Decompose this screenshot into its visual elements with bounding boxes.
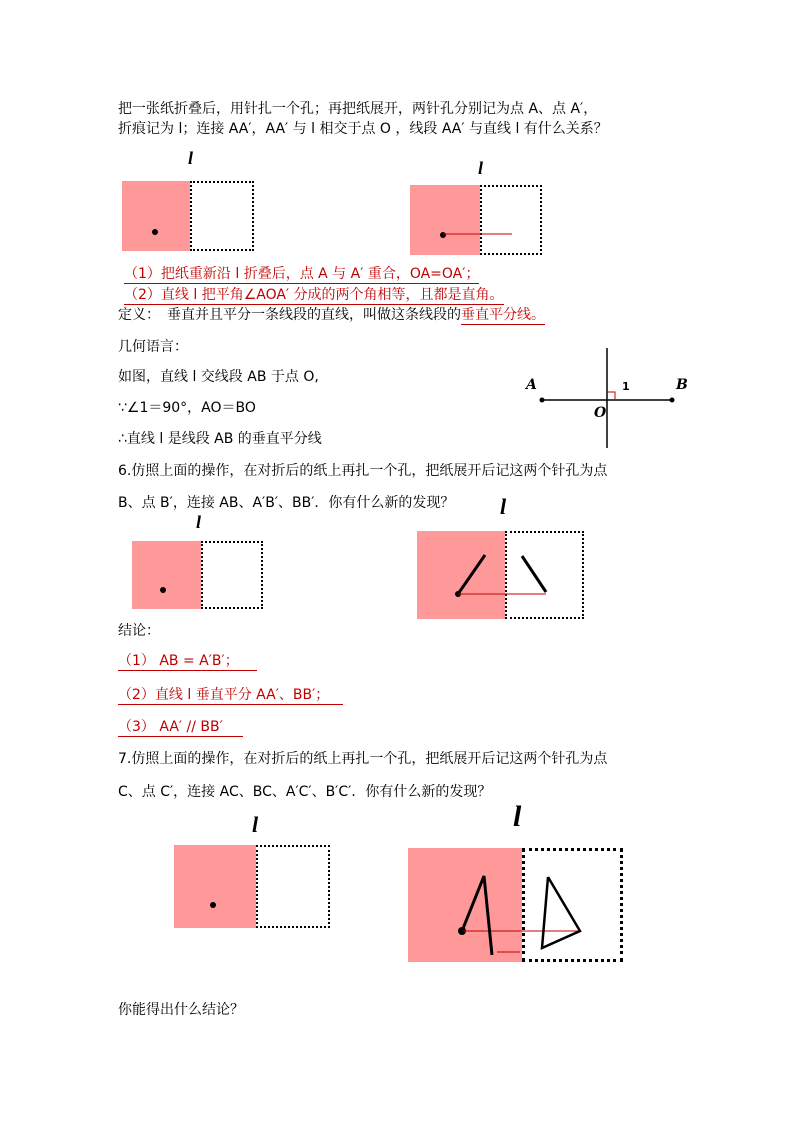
fold-line-label: l [478, 158, 484, 178]
geometry-line-3: ∴直线 l 是线段 AB 的垂直平分线 [118, 431, 322, 447]
fold-line-label: l [500, 494, 507, 519]
geometry-line-2: ∵∠1＝90°，AO＝BO [118, 400, 256, 416]
label-B: B [676, 377, 688, 393]
fold-line-label: l [196, 512, 202, 532]
fold-line-label: l [513, 800, 522, 833]
conclusion-heading: 结论： [118, 623, 160, 639]
geometry-heading: 几何语言： [118, 339, 188, 355]
label-A: A [526, 377, 537, 393]
q6-line-2: B、点 B′，连接 AB、A′B′、BB′．你有什么新的发现？ [118, 495, 455, 511]
label-angle-1: 1 [622, 380, 630, 393]
answer-1-text: （1）把纸重新沿 l 折叠后，点 A 与 A′ 重合，OA=OA′； [124, 266, 480, 282]
intro-line-2: 折痕记为 l；连接 AA′，AA′ 与 l 相交于点 O ，线段 AA′ 与直线 l 有什么关系？ [118, 121, 608, 137]
fold-line-label: l [188, 148, 194, 168]
conclusion-2-text: （2）直线 l 垂直平分 AA′、BB′； [118, 687, 343, 705]
q6-line-1: 6.仿照上面的操作，在对折后的纸上再扎一个孔，把纸展开后记这两个针孔为点 [118, 463, 608, 479]
q7-line-2: C、点 C′，连接 AC、BC、A′C′、B′C′．你有什么新的发现？ [118, 784, 492, 800]
intro-line-1: 把一张纸折叠后，用针扎一个孔；再把纸展开，两针孔分别记为点 A、点 A′， [118, 101, 598, 117]
geometry-line-1: 如图，直线 l 交线段 AB 于点 O, [118, 369, 319, 385]
conclusion-1-text: （1） AB = A′B′； [118, 653, 257, 671]
fold-line-label: l [252, 812, 259, 837]
label-O: O [594, 405, 607, 421]
definition-prefix: 定义： 垂直并且平分一条线段的直线，叫做这条线段的 [118, 307, 461, 323]
q7-line-1: 7.仿照上面的操作，在对折后的纸上再扎一个孔，把纸展开后记这两个针孔为点 [118, 751, 608, 767]
final-question: 你能得出什么结论？ [118, 1002, 244, 1018]
answer-2-text: （2）直线 l 把平角∠AOA′ 分成的两个角相等，且都是直角。 [124, 287, 504, 303]
conclusion-3-text: （3） AA′ // BB′ [118, 719, 243, 737]
definition-term: 垂直平分线。 [461, 307, 545, 323]
